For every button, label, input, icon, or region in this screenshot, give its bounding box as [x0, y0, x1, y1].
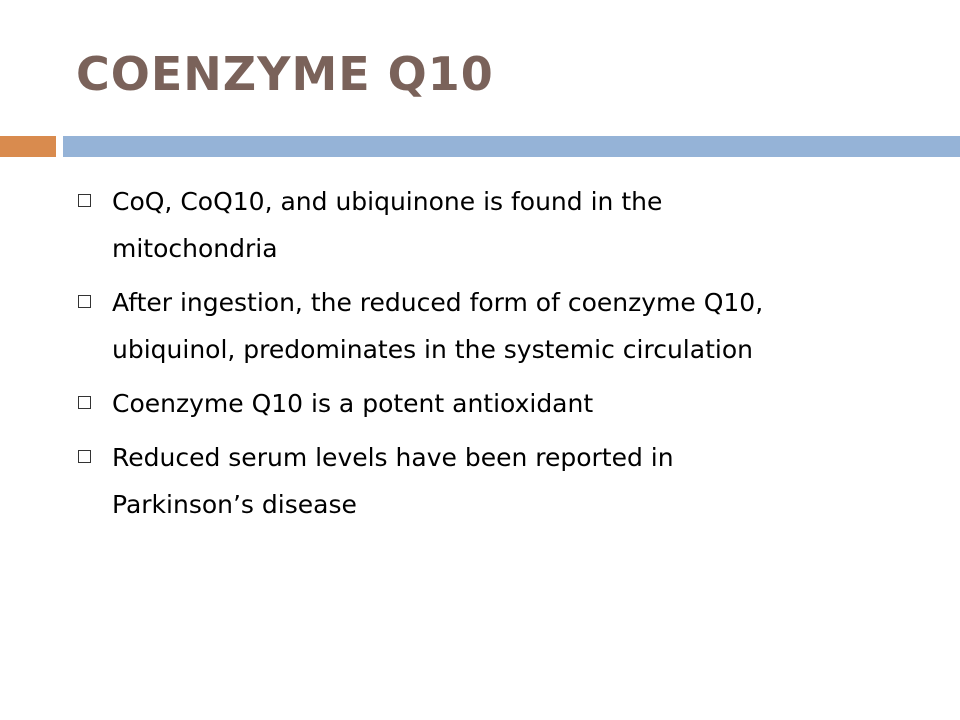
bullet-item [76, 178, 816, 272]
bullet-text: CoQ, CoQ10, and ubiquinone is found in the mitochondria [112, 187, 663, 263]
slide-title: COENZYME Q10 [76, 47, 494, 101]
bullet-item [76, 434, 816, 528]
square-bullet-icon [78, 396, 91, 409]
square-bullet-icon [78, 450, 91, 463]
bullet-text: Coenzyme Q10 is a potent antioxidant [112, 389, 594, 418]
square-bullet-icon [78, 194, 91, 207]
title-rule-bar [63, 136, 960, 157]
bullet-list [76, 178, 816, 535]
bullet-item [76, 380, 816, 427]
bullet-item [76, 279, 816, 373]
square-bullet-icon [78, 295, 91, 308]
title-accent-bar [0, 136, 56, 157]
bullet-text: After ingestion, the reduced form of coenzyme Q10, ubiquinol, predominates in the systemic circulation [112, 288, 764, 364]
bullet-text: Reduced serum levels have been reported in Parkinson’s disease [112, 443, 674, 519]
